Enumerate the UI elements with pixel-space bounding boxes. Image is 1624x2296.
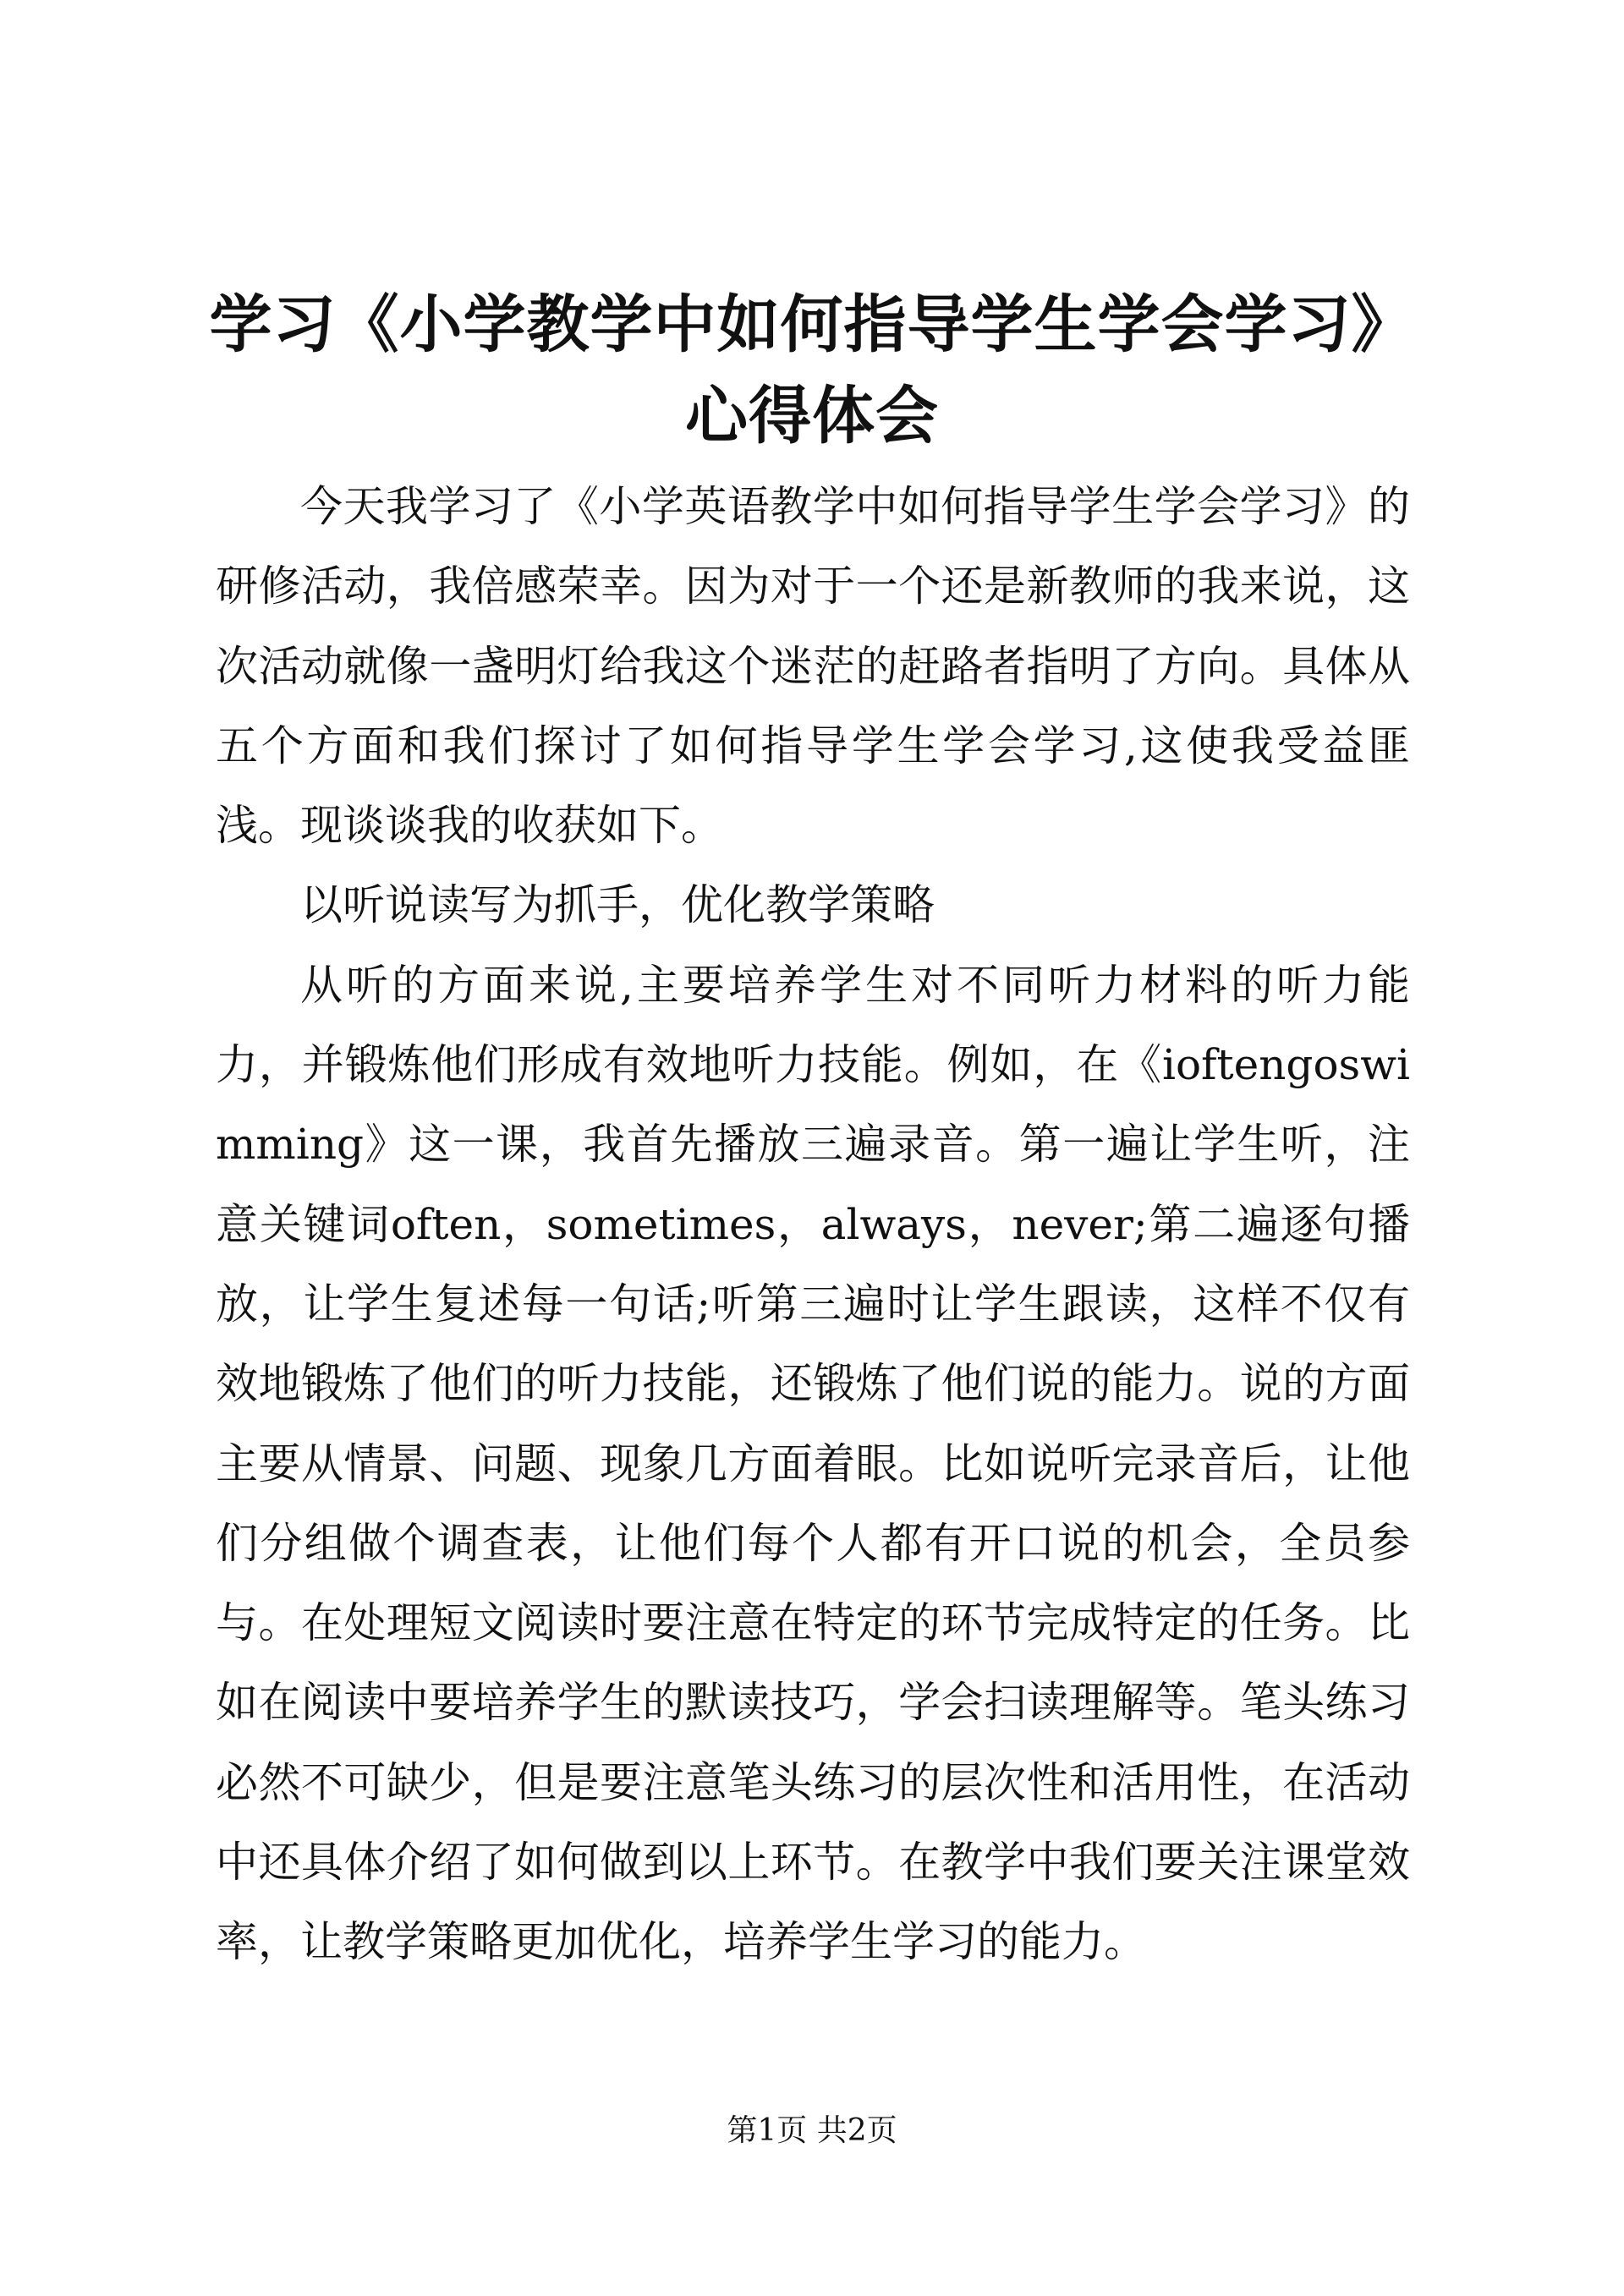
paragraph-listening: 从听的方面来说,主要培养学生对不同听力材料的听力能力，并锻炼他们形成有效地听力技能。例如，在《ioftengoswimming》这一课，我首先播放三遍录音。第一遍让学生听，注意关键词often，sometimes，always，never;第二遍逐句播放，让学生复述每一句话;听第三遍时让学生跟读，这样不仅有效地锻炼了他们的听力技能，还锻炼了他们说的能力。说的方面主要从情景、问题、现象几方面着眼。比如说听完录音后，让他们分组做个调查表，让他们每个人都有开口说的机会，全员参与。在处理短文阅读时要注意在特定的环节完成特定的任务。比如在阅读中要培养学生的默读技巧，学会扫读理解等。笔头练习必然不可缺少，但是要注意笔头练习的层次性和活用性，在活动中还具体介绍了如何做到以上环节。在教学中我们要关注课堂效率，让教学策略更加优化，培养学生学习的能力。 — [216, 960, 1410, 1967]
page-footer: 第1页 共2页 — [727, 2113, 897, 2148]
paragraph-heading: 以听说读写为抓手，优化教学策略 — [300, 880, 935, 930]
document-title: 学习《小学教学中如何指导学生学会学习》心得体会 — [209, 288, 1415, 452]
document-body — [216, 467, 1410, 1982]
paragraph-intro: 今天我学习了《小学英语教学中如何指导学生学会学习》的研修活动，我倍感荣幸。因为对于一个还是新教师的我来说，这次活动就像一盏明灯给我这个迷茫的赶路者指明了方向。具体从五个方面和我们探讨了如何指导学生学会学习,这使我受益匪浅。现谈谈我的收获如下。 — [216, 482, 1410, 851]
